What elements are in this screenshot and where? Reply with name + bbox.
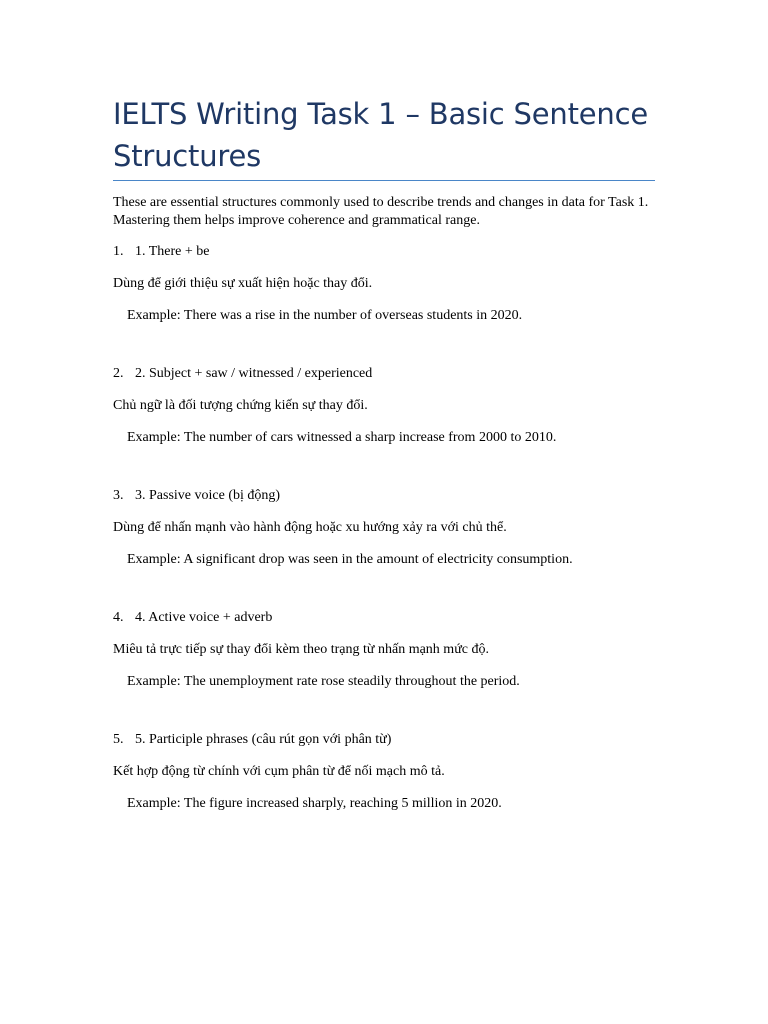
section-example: Example: There was a rise in the number of overseas students in 2020. [127, 308, 523, 323]
structure-section-5 [113, 731, 655, 813]
section-heading [113, 365, 655, 383]
section-heading [113, 243, 655, 261]
structure-section-3 [113, 487, 655, 569]
document-title: IELTS Writing Task 1 – Basic Sentence Structures [113, 97, 648, 173]
section-example: Example: The number of cars witnessed a sharp increase from 2000 to 2010. [127, 430, 557, 445]
structure-section-4 [113, 609, 655, 691]
title-divider [113, 180, 655, 181]
section-heading [113, 609, 655, 627]
section-heading [113, 487, 655, 505]
section-description: Miêu tả trực tiếp sự thay đổi kèm theo trạng từ nhấn mạnh mức độ. [113, 642, 489, 657]
document-page [113, 93, 655, 853]
section-description: Dùng để giới thiệu sự xuất hiện hoặc thay đổi. [113, 276, 373, 291]
section-description: Chủ ngữ là đối tượng chứng kiến sự thay đổi. [113, 398, 368, 413]
heading-text: 5. Participle phrases (câu rút gọn với phân từ) [135, 732, 392, 747]
section-example: Example: The figure increased sharply, reaching 5 million in 2020. [127, 796, 502, 811]
list-number: 4. [113, 610, 124, 625]
section-example: Example: A significant drop was seen in the amount of electricity consumption. [127, 552, 573, 567]
intro-paragraph: These are essential structures commonly used to describe trends and changes in data for Task 1. Mastering them helps improve coherence and grammatical range. [113, 195, 649, 228]
heading-text: 1. There + be [135, 244, 210, 259]
structure-section-2 [113, 365, 655, 447]
section-description: Dùng để nhấn mạnh vào hành động hoặc xu hướng xảy ra với chủ thể. [113, 520, 507, 535]
list-number: 5. [113, 732, 124, 747]
list-number: 2. [113, 366, 124, 381]
section-heading [113, 731, 655, 749]
section-example: Example: The unemployment rate rose steadily throughout the period. [127, 674, 520, 689]
heading-text: 4. Active voice + adverb [135, 610, 273, 625]
list-number: 1. [113, 244, 124, 259]
section-description: Kết hợp động từ chính với cụm phân từ để nối mạch mô tả. [113, 764, 445, 779]
structure-section-1 [113, 243, 655, 325]
list-number: 3. [113, 488, 124, 503]
heading-text: 3. Passive voice (bị động) [135, 488, 281, 503]
heading-text: 2. Subject + saw / witnessed / experienced [135, 366, 373, 381]
